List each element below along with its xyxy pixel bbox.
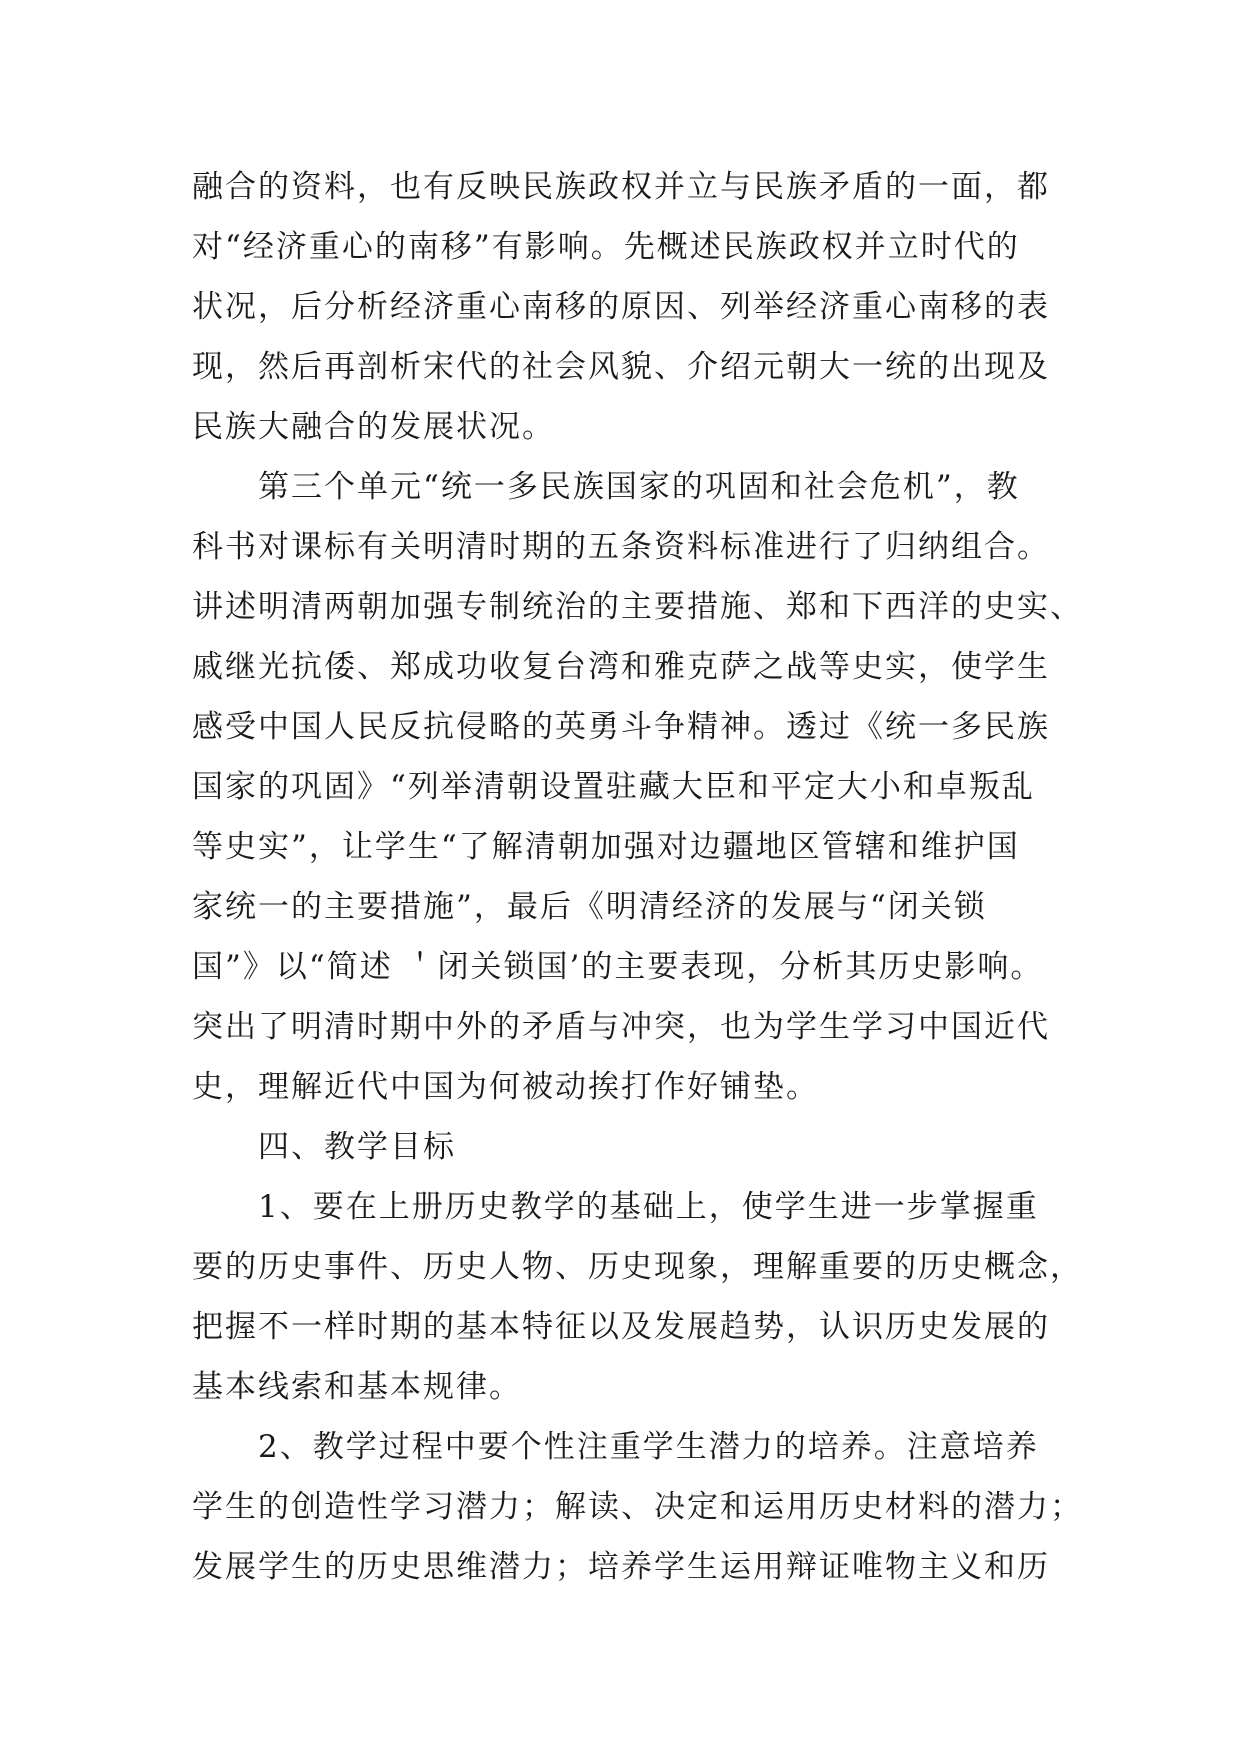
text-line: 基本线索和基本规律。 [192,1369,522,1405]
text-line: 融合的资料，也有反映民族政权并立与民族矛盾的一面，都 [192,169,1050,205]
text-line: 家统一的主要措施”，最后《明清经济的发展与“闭关锁 [192,889,987,925]
text-line: 突出了明清时期中外的矛盾与冲突，也为学生学习中国近代 [192,1009,1050,1045]
text-line: 发展学生的历史思维潜力；培养学生运用辩证唯物主义和历 [192,1549,1050,1585]
text-line: 把握不一样时期的基本特征以及发展趋势，认识历史发展的 [192,1309,1050,1345]
text-line: 对“经济重心的南移”有影响。先概述民族政权并立时代的 [192,229,1020,265]
text-line: 等史实”，让学生“了解清朝加强对边疆地区管辖和维护国 [192,829,1020,865]
text-line: 国家的巩固》“列举清朝设置驻藏大臣和平定大小和卓叛乱 [192,769,1035,805]
text-line: 讲述明清两朝加强专制统治的主要措施、郑和下西洋的史实、 [192,589,1083,625]
text-line: 2、教学过程中要个性注重学生潜力的培养。注意培养 [192,1429,1039,1465]
section-heading: 四、教学目标 [192,1129,456,1165]
text-line: 科书对课标有关明清时期的五条资料标准进行了归纳组合。 [192,529,1050,565]
text-line: 第三个单元“统一多民族国家的巩固和社会危机”，教 [192,469,1020,505]
text-line: 史，理解近代中国为何被动挨打作好铺垫。 [192,1069,819,1105]
text-line: 戚继光抗倭、郑成功收复台湾和雅克萨之战等史实，使学生 [192,649,1050,685]
text-line: 要的历史事件、历史人物、历史现象，理解重要的历史概念， [192,1249,1083,1285]
text-line: 感受中国人民反抗侵略的英勇斗争精神。透过《统一多民族 [192,709,1050,745]
body-text [192,157,1083,1597]
text-line: 国”》以“简述 ＇闭关锁国’的主要表现，分析其历史影响。 [192,949,1044,985]
text-line: 民族大融合的发展状况。 [192,409,555,445]
text-line: 现，然后再剖析宋代的社会风貌、介绍元朝大一统的出现及 [192,349,1050,385]
text-line: 1、要在上册历史教学的基础上，使学生进一步掌握重 [192,1189,1039,1225]
text-line: 学生的创造性学习潜力；解读、决定和运用历史材料的潜力； [192,1489,1083,1525]
text-line: 状况，后分析经济重心南移的原因、列举经济重心南移的表 [192,289,1050,325]
